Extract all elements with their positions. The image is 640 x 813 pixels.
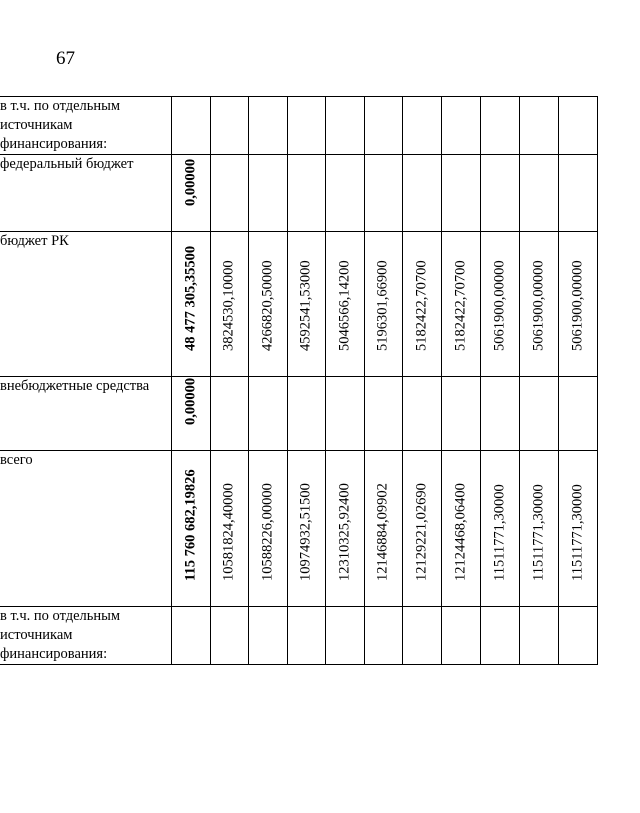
total-value: 0,00000 (182, 158, 198, 206)
year-cell (210, 232, 248, 377)
year-cell (210, 97, 248, 155)
table-row (0, 451, 597, 607)
year-cell (480, 97, 519, 155)
year-value: 4592541,53000 (297, 260, 314, 351)
year-cell (441, 451, 480, 607)
year-cell (325, 155, 364, 232)
year-cell (558, 97, 597, 155)
year-cell (402, 97, 441, 155)
total-cell (171, 451, 210, 607)
year-cell (248, 232, 287, 377)
table-row (0, 377, 597, 451)
row-label: федеральный бюджет (0, 155, 171, 232)
year-cell (248, 377, 287, 451)
year-cell (402, 451, 441, 607)
year-cell (558, 232, 597, 377)
year-cell (325, 232, 364, 377)
year-value: 5046566,14200 (336, 260, 352, 351)
year-cell (248, 451, 287, 607)
year-cell (364, 97, 402, 155)
table-row (0, 607, 597, 665)
year-cell (364, 155, 402, 232)
year-cell (402, 377, 441, 451)
year-cell (480, 232, 519, 377)
total-cell (171, 377, 210, 451)
table-row (0, 232, 597, 377)
row-label: внебюджетные средства (0, 377, 171, 451)
year-value: 12146884,09902 (374, 483, 391, 581)
year-cell (558, 451, 597, 607)
year-cell (519, 232, 558, 377)
year-cell (519, 97, 558, 155)
year-cell (480, 607, 519, 665)
year-value: 5182422,70700 (413, 260, 429, 351)
year-cell (558, 607, 597, 665)
year-cell (287, 232, 325, 377)
year-cell (480, 155, 519, 232)
row-label: в т.ч. по отдельным источникам финансирования: (0, 97, 171, 155)
year-value: 3824530,10000 (220, 260, 237, 351)
year-value: 11511771,30000 (530, 484, 546, 581)
year-cell (480, 451, 519, 607)
year-cell (441, 377, 480, 451)
year-cell (364, 377, 402, 451)
year-cell (325, 97, 364, 155)
year-cell (287, 451, 325, 607)
year-cell (364, 232, 402, 377)
row-label: всего (0, 451, 171, 607)
year-value: 10588226,00000 (259, 483, 275, 581)
year-cell (402, 232, 441, 377)
year-cell (519, 155, 558, 232)
row-label: в т.ч. по отдельным источникам финансирования: (0, 607, 171, 665)
year-cell (210, 451, 248, 607)
total-cell (171, 97, 210, 155)
year-cell (325, 377, 364, 451)
year-cell (287, 155, 325, 232)
year-cell (558, 377, 597, 451)
year-cell (248, 97, 287, 155)
year-value: 5061900,00000 (491, 260, 507, 351)
year-value: 12124468,06400 (452, 483, 468, 581)
year-cell (519, 607, 558, 665)
year-cell (248, 155, 287, 232)
year-cell (402, 607, 441, 665)
year-cell (210, 155, 248, 232)
year-value: 5182422,70700 (452, 260, 468, 351)
total-cell (171, 232, 210, 377)
year-cell (364, 607, 402, 665)
year-value: 12310325,92400 (336, 483, 352, 581)
year-cell (287, 607, 325, 665)
year-value: 4266820,50000 (259, 260, 275, 351)
year-cell (480, 377, 519, 451)
year-cell (364, 451, 402, 607)
year-value: 11511771,30000 (491, 484, 507, 581)
year-value: 10974932,51500 (297, 483, 314, 581)
total-cell (171, 155, 210, 232)
year-cell (441, 607, 480, 665)
year-cell (441, 97, 480, 155)
year-cell (441, 232, 480, 377)
year-value: 5061900,00000 (530, 260, 546, 351)
year-cell (325, 607, 364, 665)
year-cell (519, 451, 558, 607)
page-number: 67 (56, 48, 75, 69)
year-value: 12129221,02690 (413, 483, 429, 581)
table-row (0, 155, 597, 232)
year-value: 5196301,66900 (374, 260, 391, 351)
year-value: 11511771,30000 (569, 484, 585, 581)
total-value: 115 760 682,19826 (182, 469, 198, 581)
year-cell (287, 97, 325, 155)
year-cell (402, 155, 441, 232)
total-cell (171, 607, 210, 665)
year-cell (441, 155, 480, 232)
year-cell (558, 155, 597, 232)
year-cell (210, 377, 248, 451)
funding-table (0, 96, 598, 665)
total-value: 0,00000 (182, 377, 198, 425)
year-cell (325, 451, 364, 607)
year-cell (248, 607, 287, 665)
table-row (0, 97, 597, 155)
year-value: 10581824,40000 (220, 483, 237, 581)
row-label: бюджет РК (0, 232, 171, 377)
year-cell (519, 377, 558, 451)
year-value: 5061900,00000 (569, 260, 585, 351)
year-cell (287, 377, 325, 451)
total-value: 48 477 305,35500 (182, 245, 198, 351)
year-cell (210, 607, 248, 665)
